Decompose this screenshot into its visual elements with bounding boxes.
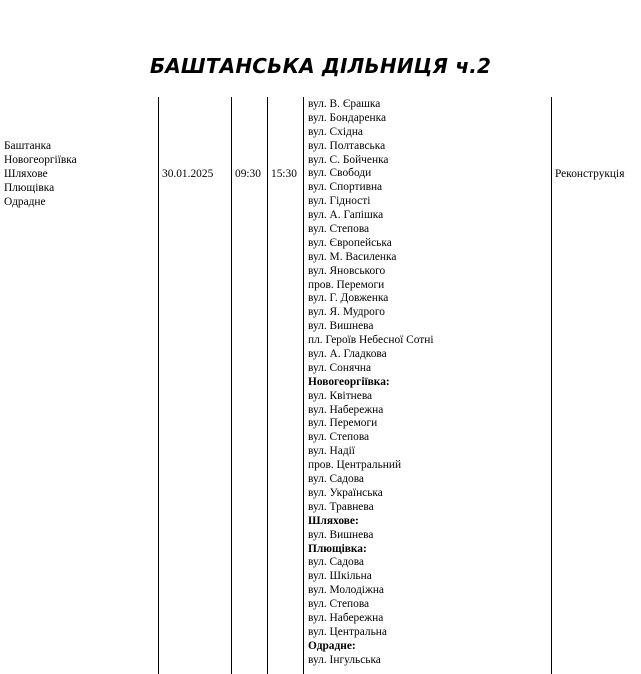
street-item: вул. А. Гапішка bbox=[308, 209, 384, 222]
street-item: вул. Гідності bbox=[308, 195, 371, 208]
street-item: вул. Інгульська bbox=[308, 653, 381, 666]
street-item: вул. Перемоги bbox=[308, 417, 378, 430]
settlement-header: Шляхове: bbox=[308, 514, 359, 527]
street-item: вул. Спортивна bbox=[308, 181, 383, 194]
street-item: пров. Перемоги bbox=[308, 278, 385, 291]
settlement-name: Новогеоргіївка bbox=[4, 153, 77, 166]
street-item: вул. Європейська bbox=[308, 236, 392, 249]
street-item: вул. Яновського bbox=[308, 264, 386, 277]
street-item: вул. Садова bbox=[308, 473, 364, 486]
street-item: вул. Набережна bbox=[308, 611, 384, 624]
start-time-cell: 09:30 bbox=[235, 168, 261, 180]
street-item: вул. Квітнева bbox=[308, 389, 373, 402]
street-item: вул. Шкільна bbox=[308, 570, 372, 583]
street-item: вул. Бондаренка bbox=[308, 111, 387, 124]
settlement-name: Баштанка bbox=[4, 140, 52, 152]
end-time-cell: 15:30 bbox=[271, 168, 297, 180]
street-item: вул. Надії bbox=[308, 445, 355, 458]
street-item: вул. Молодіжна bbox=[308, 584, 384, 597]
date-cell: 30.01.2025 bbox=[162, 168, 214, 180]
streets-cell bbox=[308, 98, 434, 668]
settlement-name: Плющівка bbox=[4, 181, 55, 194]
street-item: вул. Степова bbox=[308, 223, 370, 236]
street-item: вул. Травнева bbox=[308, 500, 374, 513]
column-divider bbox=[231, 97, 232, 674]
street-item: вул. Набережна bbox=[308, 403, 384, 416]
column-divider bbox=[303, 97, 304, 674]
street-item: вул. М. Василенка bbox=[308, 250, 397, 263]
street-item: вул. Полтавська bbox=[308, 139, 386, 152]
column-divider bbox=[158, 97, 159, 674]
settlement-header: Плющівка: bbox=[308, 542, 367, 555]
street-item: вул. Степова bbox=[308, 431, 370, 444]
street-item: вул. Степова bbox=[308, 598, 370, 611]
settlement-header: Новогеоргіївка: bbox=[308, 375, 390, 388]
page-title: БАШТАНСЬКА ДІЛЬНИЦЯ ч.2 bbox=[149, 54, 492, 78]
street-item: вул. Г. Довженка bbox=[308, 292, 389, 305]
street-item: пл. Героїв Небесної Сотні bbox=[308, 334, 434, 347]
street-item: вул. Східна bbox=[308, 125, 363, 138]
street-item: вул. А. Гладкова bbox=[308, 348, 387, 361]
column-divider bbox=[267, 97, 268, 674]
column-divider bbox=[551, 97, 552, 674]
street-item: вул. Центральна bbox=[308, 625, 387, 638]
street-item: вул. Свободи bbox=[308, 167, 372, 180]
street-item: пров. Центральний bbox=[308, 459, 402, 472]
street-item: вул. Українська bbox=[308, 486, 383, 499]
reason-cell: Реконструкція bbox=[555, 168, 625, 180]
street-item: вул. С. Бойченка bbox=[308, 153, 389, 166]
settlement-header: Одрадне: bbox=[308, 639, 356, 652]
street-item: вул. Вишнева bbox=[308, 528, 374, 541]
street-item: вул. Сонячна bbox=[308, 361, 372, 374]
street-item: вул. Я. Мудрого bbox=[308, 306, 385, 319]
street-item: вул. Садова bbox=[308, 556, 364, 569]
settlement-name: Одрадне bbox=[4, 195, 46, 208]
settlements-cell bbox=[4, 140, 77, 210]
street-item: вул. Вишнева bbox=[308, 320, 374, 333]
street-item: вул. В. Єрашка bbox=[308, 98, 381, 110]
settlement-name: Шляхове bbox=[4, 167, 48, 180]
